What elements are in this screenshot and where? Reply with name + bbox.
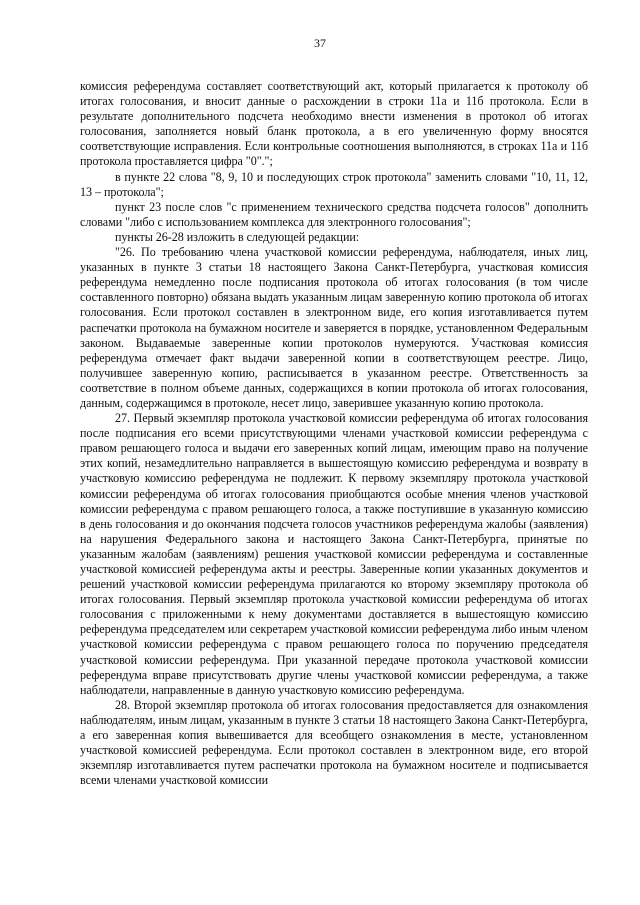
paragraph-item-23: пункт 23 после слов "с применением технического средства подсчета голосов" дополнить словами "либо с использованием комплекса для электронного голосования"; xyxy=(80,199,588,229)
paragraph-items-26-28: пункты 26-28 изложить в следующей редакции: xyxy=(115,229,360,244)
paragraph-28: 28. Второй экземпляр протокола об итогах голосования предоставляется для ознакомления наблюдателям, иным лицам, указанным в пункте 3 статьи 18 настоящего Закона Санкт-Петербурга, а его заверенная копия вывешивается для всеобщего ознакомления в месте, установленном участковой комиссией референдума. Если протокол составлен в электронном виде, его второй экземпляр изготавливается путем распечатки протокола на бумажном носителе и подписывается всеми членами участковой комиссии xyxy=(80,697,588,788)
page-number: 37 xyxy=(314,36,326,50)
paragraph-item-22: в пункте 22 слова "8, 9, 10 и последующих строк протокола" заменить словами "10, 11, 12, 13 – протокола"; xyxy=(80,169,588,199)
paragraph-continuation: комиссия референдума составляет соответствующий акт, который прилагается к протоколу об итогах голосования, и вносит данные о расхождении в строки 11а и 11б протокола. Если в результате дополнительного подсчета необходимо внести изменения в протокол об итогах голосования, заполняется новый бланк протокола, а в его увеличенную форму вносятся соответствующие исправления. Если контрольные соотношения выполняются, в строках 11а и 11б протокола проставляется цифра "0"."; xyxy=(80,79,588,169)
document-body xyxy=(80,79,588,788)
paragraph-27: 27. Первый экземпляр протокола участковой комиссии референдума об итогах голосования после подписания его всеми присутствующими членами участковой комиссии референдума с правом решающего голоса и выдачи его заверенных копий лицам, имеющим право на получение этих копий, незамедлительно направляется в вышестоящую комиссию референдума и возврату в участковую комиссию референдума не подлежит. К первому экземпляру протокола участковой комиссии референдума об итогах голосования приобщаются особые мнения членов участковой комиссии референдума с правом решающего голоса, а также поступившие в указанную комиссию в день голосования и до окончания подсчета голосов участников референдума жалобы (заявления) на нарушения Федерального закона и настоящего Закона Санкт-Петербурга, принятые по указанным жалобам (заявлениям) решения участковой комиссии референдума и составленные участковой комиссией референдума акты и реестры. Заверенные копии указанных документов и решений участковой комиссии референдума прилагаются ко второму экземпляру протокола об итогах голосования. Первый экземпляр протокола участковой комиссии референдума об итогах голосования с приложенными к нему документами доставляется в вышестоящую комиссию референдума председателем или секретарем участковой комиссии референдума либо иным членом участковой комиссии референдума с правом решающего голоса по поручению председателя участковой комиссии референдума. При указанной передаче протокола участковой комиссии референдума вправе присутствовать другие члены участковой комиссии референдума, а также наблюдатели, направленные в данную участковую комиссию референдума. xyxy=(80,411,588,697)
paragraph-26: "26. По требованию члена участковой комиссии референдума, наблюдателя, иных лиц, указанных в пункте 3 статьи 18 настоящего Закона Санкт-Петербурга, участковая комиссия референдума немедленно после подписания протокола об итогах голосования (в том числе составленного повторно) обязана выдать указанным лицам заверенную копию протокола об итогах голосования. Если протокол составлен в электронном виде, его копия изготавливается путем распечатки протокола на бумажном носителе и заверяется в порядке, установленном Федеральным законом. Выдаваемые заверенные копии протоколов нумеруются. Участковая комиссия референдума отмечает факт выдачи заверенной копии в соответствующем реестре. Лицо, получившее заверенную копию, расписывается в указанном реестре. Ответственность за соответствие в полном объеме данных, содержащихся в копии протокола об итогах голосования, данным, содержащимся в протоколе, несет лицо, заверившее указанную копию протокола. xyxy=(80,245,588,410)
